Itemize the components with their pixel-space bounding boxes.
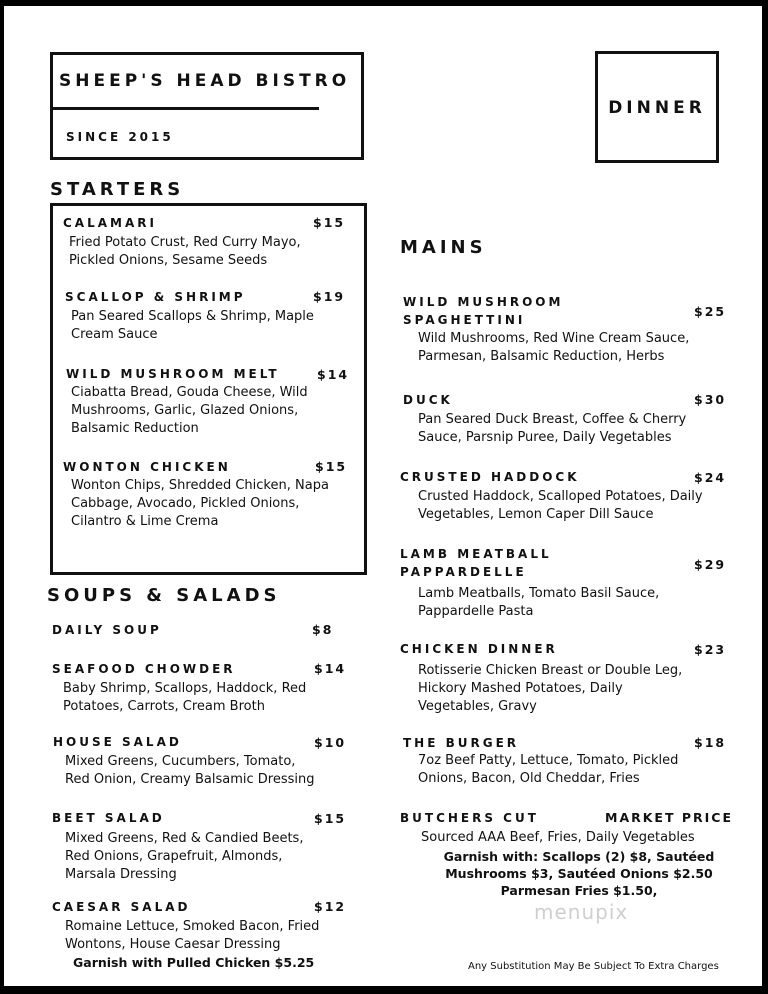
item-price: MARKET PRICE xyxy=(605,810,733,825)
established-year: SINCE 2015 xyxy=(66,130,174,144)
item-description: Wild Mushrooms, Red Wine Cream Sauce, xyxy=(418,331,690,346)
item-price: $18 xyxy=(694,735,727,750)
item-name: BUTCHERS CUT xyxy=(400,811,539,825)
item-description: Red Onions, Grapefruit, Almonds, xyxy=(65,849,283,864)
item-description: Baby Shrimp, Scallops, Haddock, Red xyxy=(63,681,307,696)
item-description: Lamb Meatballs, Tomato Basil Sauce, xyxy=(418,586,660,601)
item-description: Romaine Lettuce, Smoked Bacon, Fried xyxy=(65,919,320,934)
item-description: Pappardelle Pasta xyxy=(418,604,534,619)
substitution-note: Any Substitution May Be Subject To Extra Charges xyxy=(468,961,719,972)
item-description: Pan Seared Duck Breast, Coffee & Cherry xyxy=(418,412,687,427)
item-price: $30 xyxy=(694,392,727,407)
item-description: Wontons, House Caesar Dressing xyxy=(65,937,281,952)
starters-title: STARTERS xyxy=(50,179,185,200)
item-description: Sourced AAA Beef, Fries, Daily Vegetables xyxy=(421,830,695,845)
item-name: SEAFOOD CHOWDER xyxy=(52,662,236,676)
item-price: $15 xyxy=(313,215,346,230)
item-price: $14 xyxy=(314,661,347,676)
item-name: DAILY SOUP xyxy=(52,623,162,637)
item-price: $12 xyxy=(314,899,347,914)
item-name: HOUSE SALAD xyxy=(53,735,182,749)
item-price: $8 xyxy=(312,622,334,637)
menu-page xyxy=(4,6,762,986)
item-name: WILD MUSHROOM MELT xyxy=(66,367,280,381)
item-description: Potatoes, Carrots, Cream Broth xyxy=(63,699,265,714)
item-price: $25 xyxy=(694,304,727,319)
item-description: Wonton Chips, Shredded Chicken, Napa xyxy=(71,478,329,493)
item-description: Parmesan, Balsamic Reduction, Herbs xyxy=(418,349,665,364)
brand-divider xyxy=(53,107,319,110)
item-name: CAESAR SALAD xyxy=(52,900,191,914)
restaurant-name: SHEEP'S HEAD BISTRO xyxy=(59,71,351,91)
item-price: $14 xyxy=(317,367,350,382)
watermark-logo: menupix xyxy=(534,900,629,924)
item-price: $15 xyxy=(314,811,347,826)
item-description: Cilantro & Lime Crema xyxy=(71,514,219,529)
item-name: THE BURGER xyxy=(403,736,520,750)
item-price: $19 xyxy=(313,289,346,304)
item-name: CHICKEN DINNER xyxy=(400,642,558,656)
item-name: LAMB MEATBALL PAPPARDELLE xyxy=(400,547,552,579)
garnish-note: Garnish with: Scallops (2) $8, Sautéed xyxy=(443,849,715,864)
item-description: Cream Sauce xyxy=(71,327,158,342)
item-price: $23 xyxy=(694,642,727,657)
item-description: Crusted Haddock, Scalloped Potatoes, Daily xyxy=(418,489,703,504)
item-description: Vegetables, Gravy xyxy=(418,699,537,714)
brand-box xyxy=(50,52,364,160)
item-price: $15 xyxy=(315,459,348,474)
meal-label: DINNER xyxy=(608,98,706,118)
item-description: Ciabatta Bread, Gouda Cheese, Wild xyxy=(71,385,308,400)
item-description: Mushrooms, Garlic, Glazed Onions, xyxy=(71,403,299,418)
item-name: CRUSTED HADDOCK xyxy=(400,470,580,484)
item-description: Onions, Bacon, Old Cheddar, Fries xyxy=(418,771,640,786)
item-description: Cabbage, Avocado, Pickled Onions, xyxy=(71,496,300,511)
meal-box xyxy=(595,51,719,163)
item-description: Rotisserie Chicken Breast or Double Leg, xyxy=(418,663,683,678)
item-description: Sauce, Parsnip Puree, Daily Vegetables xyxy=(418,430,672,445)
item-price: $24 xyxy=(694,470,727,485)
item-name: DUCK xyxy=(403,393,453,407)
garnish-note: Parmesan Fries $1.50, xyxy=(500,883,658,898)
item-description: Hickory Mashed Potatoes, Daily xyxy=(418,681,623,696)
item-name: BEET SALAD xyxy=(52,811,165,825)
item-description: Fried Potato Crust, Red Curry Mayo, xyxy=(69,235,301,250)
garnish-note: Garnish with Pulled Chicken $5.25 xyxy=(73,955,315,970)
item-description: Mixed Greens, Cucumbers, Tomato, xyxy=(65,754,296,769)
item-description: Marsala Dressing xyxy=(65,867,177,882)
mains-title: MAINS xyxy=(400,237,487,258)
soups-salads-title: SOUPS & SALADS xyxy=(47,585,281,606)
item-description: Pickled Onions, Sesame Seeds xyxy=(69,253,268,268)
item-description: Pan Seared Scallops & Shrimp, Maple xyxy=(71,309,314,324)
item-description: Vegetables, Lemon Caper Dill Sauce xyxy=(418,507,654,522)
item-price: $29 xyxy=(694,557,727,572)
item-name: WILD MUSHROOM SPAGHETTINI xyxy=(403,295,564,327)
item-name: WONTON CHICKEN xyxy=(63,460,231,474)
garnish-note: Mushrooms $3, Sautéed Onions $2.50 xyxy=(445,866,713,881)
item-price: $10 xyxy=(314,735,347,750)
item-description: Balsamic Reduction xyxy=(71,421,199,436)
item-description: 7oz Beef Patty, Lettuce, Tomato, Pickled xyxy=(418,753,679,768)
item-name: CALAMARI xyxy=(63,216,157,230)
item-name: SCALLOP & SHRIMP xyxy=(65,290,246,304)
item-description: Mixed Greens, Red & Candied Beets, xyxy=(65,831,304,846)
item-description: Red Onion, Creamy Balsamic Dressing xyxy=(65,772,315,787)
